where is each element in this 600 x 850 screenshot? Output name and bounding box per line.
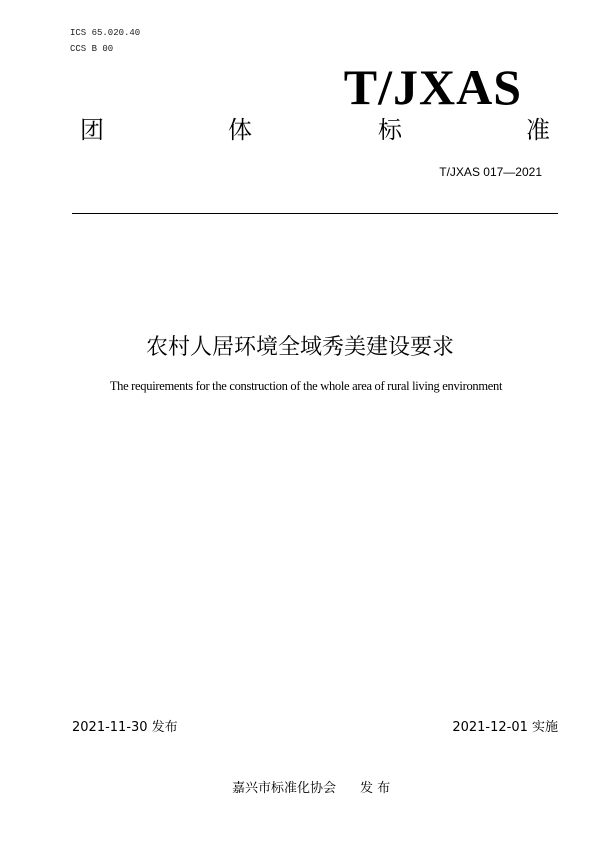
publish-label: 发 布 (360, 781, 391, 796)
title-chinese: 农村人居环境全域秀美建设要求 (145, 335, 454, 360)
standard-code: T/JXAS 017—2021 (439, 165, 542, 179)
standard-type-char: 团 (80, 116, 104, 144)
implement-date: 2021-12-01 实施 (452, 720, 558, 735)
title-english: The requirements for the construction of the whole area of rural living environment (109, 379, 503, 393)
standard-type-char: 体 (228, 116, 252, 144)
divider (72, 213, 558, 214)
standard-logo: T/JXAS (343, 59, 522, 115)
standard-type-char: 标 (378, 116, 402, 144)
ccs-number: CCS B 00 (70, 44, 114, 54)
publish-date: 2021-11-30 发布 (72, 720, 178, 735)
standard-type-char: 准 (526, 116, 550, 144)
ics-number: ICS 65.020.40 (70, 28, 141, 38)
publisher: 嘉兴市标准化协会 (232, 781, 337, 796)
